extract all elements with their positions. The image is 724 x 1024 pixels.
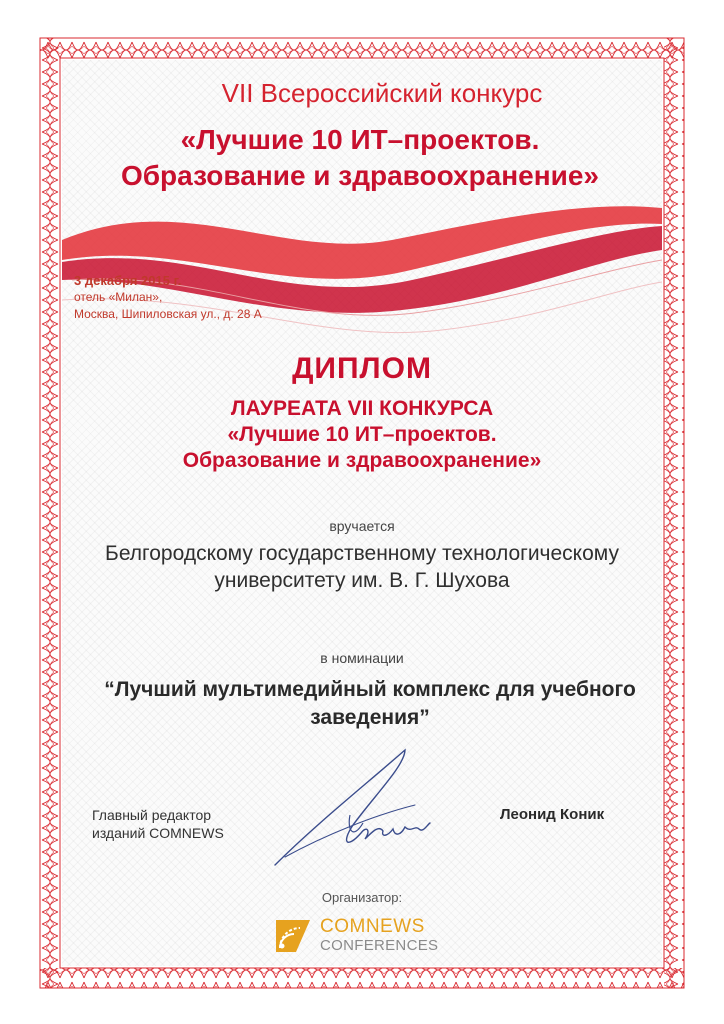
nomination: [80, 676, 660, 732]
nomination-line1: “Лучший мультимедийный комплекс для учебного: [104, 678, 636, 701]
comnews-logo: [274, 914, 454, 958]
editor-role-line1: Главный редактор: [92, 807, 212, 823]
event-info: [74, 272, 354, 323]
signer-name: Леонид Коник: [500, 806, 605, 823]
laureate-line1: ЛАУРЕАТА VII КОНКУРСА: [230, 397, 494, 420]
nomination-line2: заведения”: [310, 706, 430, 729]
event-venue: отель «Милан»,: [74, 290, 163, 304]
logo-line1: COMNEWS: [320, 916, 425, 937]
comnews-logo-icon: [274, 918, 314, 954]
awarded-label: вручается: [329, 518, 395, 534]
contest-line: VII Всероссийский конкурс: [221, 78, 543, 108]
laureate-block: [62, 396, 662, 474]
logo-line2: CONFERENCES: [320, 937, 439, 954]
handwritten-signature: [255, 745, 455, 875]
contest-title-line2: Образование и здравоохранение»: [120, 160, 600, 191]
event-date: 3 декабря 2015 г.: [74, 273, 182, 288]
event-address: Москва, Шипиловская ул., д. 28 А: [74, 307, 262, 321]
laureate-line3: Образование и здравоохранение»: [182, 449, 542, 472]
contest-title-line1: «Лучшие 10 ИТ–проектов.: [180, 124, 540, 155]
contest-title: [110, 122, 610, 194]
red-wave-decoration: [62, 180, 662, 350]
organizer-label: Организатор:: [321, 890, 403, 905]
recipient-line1: Белгородскому государственному технологическому: [105, 542, 619, 565]
recipient-line2: университету им. В. Г. Шухова: [214, 569, 510, 592]
recipient: [62, 540, 662, 594]
diploma-title: ДИПЛОМ: [292, 352, 432, 385]
laureate-line2: «Лучшие 10 ИТ–проектов.: [227, 423, 497, 446]
editor-role-line2: изданий COMNEWS: [92, 825, 224, 841]
nomination-label: в номинации: [320, 650, 404, 666]
